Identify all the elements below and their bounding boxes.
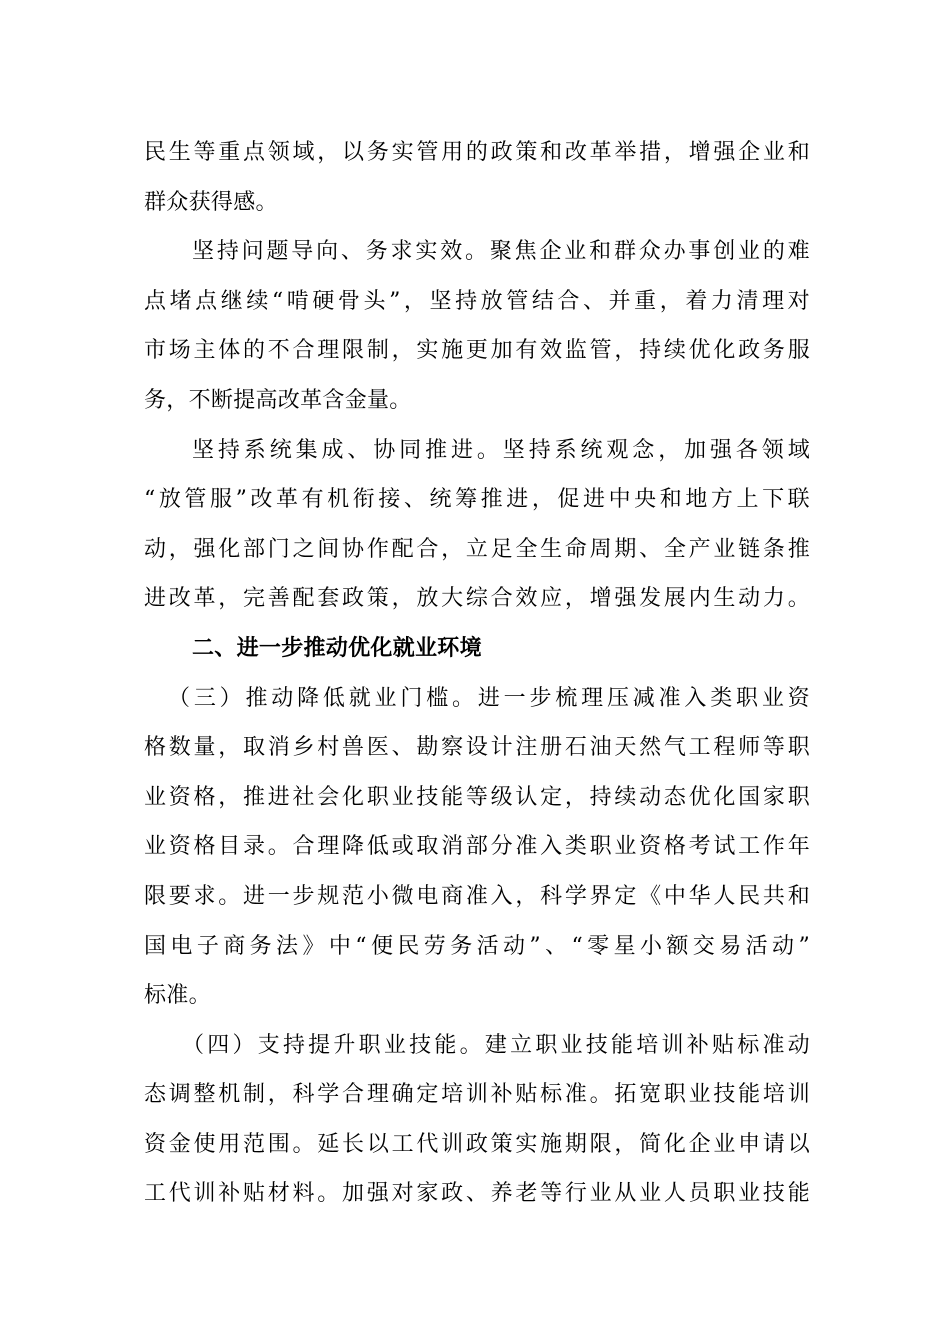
document-page — [144, 128, 810, 1219]
text-line: 限要求。进一步规范小微电商准入，科学界定《中华人民共和 — [144, 883, 810, 909]
section-heading: 二、进一步推动优化就业环境 — [192, 634, 482, 661]
paragraph-start-line: 坚持问题导向、务求实效。聚焦企业和群众办事创业的难 — [192, 239, 810, 265]
text-line: 群众获得感。 — [144, 189, 278, 215]
text-line: 点堵点继续“啃硬骨头”，坚持放管结合、并重，着力清理对 — [144, 288, 810, 314]
text-line: 民生等重点领域，以务实管用的政策和改革举措，增强企业和 — [144, 140, 810, 165]
paragraph-start-line: （四）支持提升职业技能。建立职业技能培训补贴标准动 — [182, 1032, 810, 1058]
text-line: 工代训补贴材料。加强对家政、养老等行业从业人员职业技能 — [144, 1181, 810, 1207]
paragraph-start-line: （三）推动降低就业门槛。进一步梳理压减准入类职业资 — [168, 685, 810, 711]
text-line: 业资格目录。合理降低或取消部分准入类职业资格考试工作年 — [144, 834, 810, 860]
text-line: 态调整机制，科学合理确定培训补贴标准。拓宽职业技能培训 — [144, 1082, 810, 1108]
text-line: 业资格，推进社会化职业技能等级认定，持续动态优化国家职 — [144, 784, 810, 810]
text-line: 国电子商务法》中“便民劳务活动”、“零星小额交易活动” — [144, 933, 810, 959]
text-line: 格数量，取消乡村兽医、勘察设计注册石油天然气工程师等职 — [144, 735, 810, 761]
paragraph-start-line: 坚持系统集成、协同推进。坚持系统观念，加强各领域 — [192, 437, 810, 463]
text-line: 资金使用范围。延长以工代训政策实施期限，简化企业申请以 — [144, 1131, 810, 1157]
text-line: 进改革，完善配套政策，放大综合效应，增强发展内生动力。 — [144, 586, 810, 612]
text-line: 务，不断提高改革含金量。 — [144, 387, 412, 413]
text-line: 动，强化部门之间协作配合，立足全生命周期、全产业链条推 — [144, 536, 810, 562]
text-line: 市场主体的不合理限制，实施更加有效监管，持续优化政务服 — [144, 338, 810, 364]
text-line: 标准。 — [144, 983, 211, 1009]
text-line: “放管服”改革有机衔接、统筹推进，促进中央和地方上下联 — [144, 487, 810, 513]
